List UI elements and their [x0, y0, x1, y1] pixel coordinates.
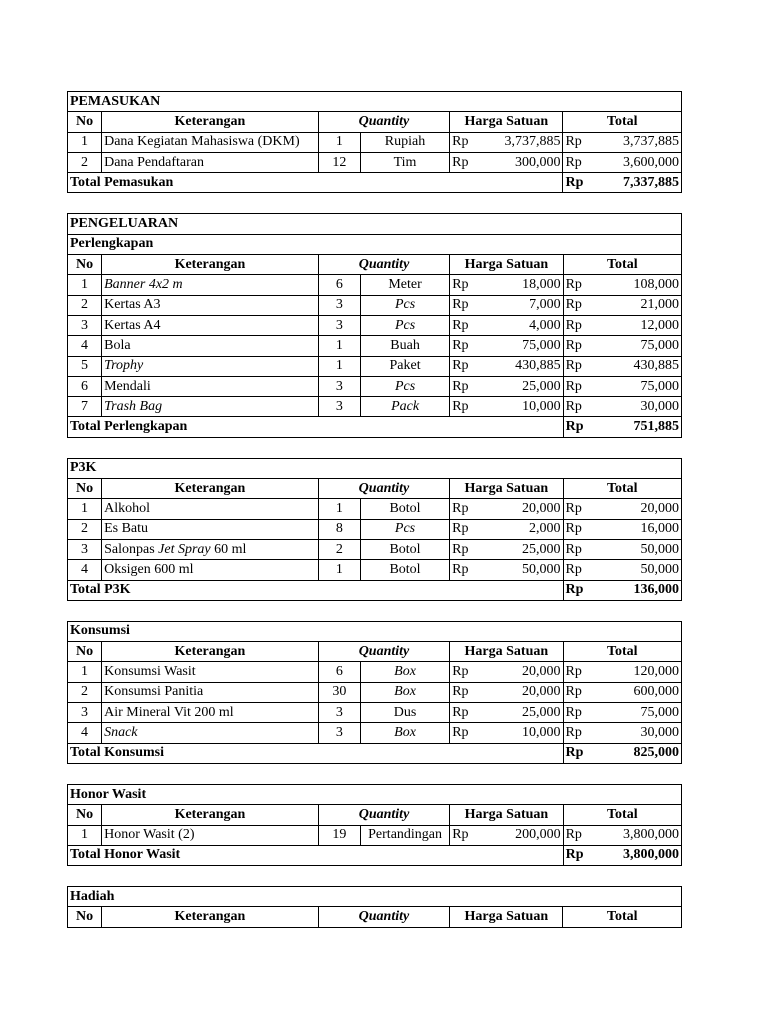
currency-label: Rp — [563, 173, 593, 193]
table-row — [68, 275, 682, 295]
header-harga-satuan: Harga Satuan — [450, 479, 563, 499]
section-perlengkapan — [67, 213, 682, 437]
header-total: Total — [563, 255, 681, 275]
row-total: 600,000 — [593, 682, 681, 702]
row-unit: Pcs — [360, 315, 449, 335]
total-value: 7,337,885 — [593, 173, 681, 193]
row-no: 1 — [68, 132, 102, 152]
row-description — [102, 662, 319, 682]
row-no: 3 — [68, 703, 102, 723]
row-unit-price: 20,000 — [480, 682, 563, 702]
section-konsumsi — [67, 621, 682, 764]
total-row — [68, 743, 682, 763]
currency-label: Rp — [563, 743, 593, 763]
row-unit: Meter — [360, 275, 449, 295]
row-quantity: 1 — [318, 336, 360, 356]
section-title: PEMASUKAN — [68, 92, 682, 112]
row-description — [102, 682, 319, 702]
currency-label: Rp — [450, 519, 480, 539]
header-row — [68, 255, 682, 275]
header-keterangan: Keterangan — [102, 907, 319, 927]
row-no: 1 — [68, 275, 102, 295]
row-no: 5 — [68, 356, 102, 376]
header-total: Total — [563, 479, 682, 499]
row-unit-price: 430,885 — [480, 356, 563, 376]
description-text: Konsumsi Panitia — [104, 684, 204, 700]
row-quantity: 8 — [318, 519, 360, 539]
row-unit-price: 4,000 — [480, 315, 563, 335]
currency-label: Rp — [450, 662, 480, 682]
currency-label: Rp — [450, 295, 480, 315]
currency-label: Rp — [563, 356, 593, 376]
row-quantity: 3 — [318, 703, 360, 723]
budget-document — [67, 91, 682, 948]
table-row — [68, 499, 682, 519]
row-unit: Box — [360, 662, 449, 682]
header-harga-satuan: Harga Satuan — [450, 805, 563, 825]
description-text: Es Batu — [104, 521, 149, 537]
header-quantity: Quantity — [318, 642, 449, 662]
currency-label: Rp — [450, 825, 480, 845]
row-quantity: 1 — [318, 132, 360, 152]
row-description — [102, 723, 319, 743]
row-no: 7 — [68, 397, 102, 417]
description-text: Mendali — [104, 378, 151, 394]
row-description — [102, 499, 319, 519]
row-quantity: 3 — [318, 723, 360, 743]
table-row — [68, 560, 682, 580]
section-p3k — [67, 458, 682, 601]
row-unit-price: 50,000 — [480, 560, 563, 580]
header-quantity: Quantity — [318, 479, 449, 499]
row-unit-price: 25,000 — [480, 539, 563, 559]
table-row — [68, 336, 682, 356]
header-keterangan: Keterangan — [102, 642, 319, 662]
row-description — [102, 132, 319, 152]
row-unit: Pertandingan — [360, 825, 449, 845]
table-row — [68, 376, 682, 396]
total-label: Total Pemasukan — [68, 173, 563, 193]
header-quantity: Quantity — [318, 805, 449, 825]
total-row — [68, 580, 682, 600]
row-unit-price: 10,000 — [480, 723, 563, 743]
row-total: 21,000 — [593, 295, 681, 315]
section-title: P3K — [68, 458, 682, 478]
row-quantity: 1 — [318, 356, 360, 376]
row-description — [102, 356, 319, 376]
row-quantity: 3 — [318, 376, 360, 396]
row-no: 3 — [68, 315, 102, 335]
row-unit: Buah — [360, 336, 449, 356]
currency-label: Rp — [563, 499, 593, 519]
table-row — [68, 723, 682, 743]
row-total: 50,000 — [593, 560, 681, 580]
section-title: Hadiah — [68, 887, 682, 907]
header-harga-satuan: Harga Satuan — [450, 255, 563, 275]
row-unit: Pcs — [360, 295, 449, 315]
currency-label: Rp — [450, 356, 480, 376]
header-no: No — [68, 255, 102, 275]
header-harga-satuan: Harga Satuan — [450, 907, 563, 927]
row-description — [102, 539, 319, 559]
header-row — [68, 479, 682, 499]
row-total: 30,000 — [593, 723, 681, 743]
table-row — [68, 703, 682, 723]
row-unit: Pack — [360, 397, 449, 417]
section-title: PENGELUARAN — [68, 214, 682, 234]
description-text: Salonpas — [104, 541, 159, 557]
section-hadiah — [67, 886, 682, 928]
total-row — [68, 173, 682, 193]
table-row — [68, 519, 682, 539]
row-description — [102, 376, 319, 396]
header-row — [68, 642, 682, 662]
row-unit: Rupiah — [360, 132, 449, 152]
row-description — [102, 152, 319, 172]
row-unit-price: 2,000 — [480, 519, 563, 539]
table-row — [68, 682, 682, 702]
row-total: 75,000 — [593, 336, 681, 356]
row-unit: Pcs — [360, 519, 449, 539]
header-keterangan: Keterangan — [102, 112, 319, 132]
table-row — [68, 825, 682, 845]
description-text: Konsumsi Wasit — [104, 664, 196, 680]
row-description — [102, 336, 319, 356]
currency-label: Rp — [450, 499, 480, 519]
row-unit-price: 75,000 — [480, 336, 563, 356]
description-text: Jet Spray — [158, 541, 211, 557]
description-text: Kertas A3 — [104, 297, 161, 313]
total-value: 751,885 — [593, 417, 681, 437]
row-description — [102, 397, 319, 417]
table-row — [68, 662, 682, 682]
description-text: Air Mineral Vit 200 ml — [104, 704, 234, 720]
row-total: 108,000 — [593, 275, 681, 295]
header-quantity: Quantity — [318, 112, 449, 132]
row-no: 1 — [68, 662, 102, 682]
row-no: 2 — [68, 519, 102, 539]
section-pemasukan — [67, 91, 682, 193]
total-value: 3,800,000 — [593, 845, 681, 865]
header-quantity: Quantity — [318, 907, 449, 927]
total-row — [68, 417, 682, 437]
currency-label: Rp — [563, 132, 593, 152]
row-total: 20,000 — [593, 499, 681, 519]
row-no: 1 — [68, 825, 102, 845]
currency-label: Rp — [563, 662, 593, 682]
row-no: 2 — [68, 152, 102, 172]
currency-label: Rp — [563, 580, 593, 600]
row-quantity: 6 — [318, 275, 360, 295]
currency-label: Rp — [563, 539, 593, 559]
row-description — [102, 560, 319, 580]
header-total: Total — [563, 642, 681, 662]
row-unit-price: 20,000 — [480, 662, 563, 682]
budget-table-honor-wasit — [67, 784, 682, 866]
row-total: 3,600,000 — [593, 152, 681, 172]
total-label: Total Konsumsi — [68, 743, 564, 763]
header-no: No — [68, 642, 102, 662]
section-title: Honor Wasit — [68, 784, 682, 804]
currency-label: Rp — [563, 417, 593, 437]
row-unit: Dus — [360, 703, 449, 723]
total-label: Total Perlengkapan — [68, 417, 564, 437]
budget-table-pemasukan — [67, 91, 682, 193]
row-no: 2 — [68, 682, 102, 702]
currency-label: Rp — [563, 295, 593, 315]
row-quantity: 19 — [318, 825, 360, 845]
row-unit-price: 25,000 — [480, 376, 563, 396]
row-unit-price: 25,000 — [480, 703, 563, 723]
description-text: Kertas A4 — [104, 317, 161, 333]
currency-label: Rp — [563, 723, 593, 743]
total-label: Total P3K — [68, 580, 564, 600]
row-unit: Botol — [360, 499, 449, 519]
description-text: Trophy — [104, 358, 144, 374]
header-no: No — [68, 907, 102, 927]
row-description — [102, 825, 319, 845]
description-text: 60 ml — [210, 541, 247, 557]
table-row — [68, 356, 682, 376]
row-description — [102, 315, 319, 335]
row-quantity: 2 — [318, 539, 360, 559]
header-row — [68, 907, 682, 927]
header-quantity: Quantity — [318, 255, 449, 275]
row-total: 120,000 — [593, 662, 681, 682]
row-unit-price: 300,000 — [480, 152, 563, 172]
row-no: 4 — [68, 560, 102, 580]
currency-label: Rp — [450, 682, 480, 702]
row-quantity: 3 — [318, 397, 360, 417]
currency-label: Rp — [563, 275, 593, 295]
row-no: 6 — [68, 376, 102, 396]
total-value: 825,000 — [593, 743, 681, 763]
row-quantity: 12 — [318, 152, 360, 172]
row-unit: Tim — [360, 152, 449, 172]
currency-label: Rp — [450, 723, 480, 743]
header-keterangan: Keterangan — [102, 255, 319, 275]
currency-label: Rp — [563, 703, 593, 723]
description-text: Honor Wasit (2) — [104, 827, 195, 843]
section-title: Konsumsi — [68, 621, 682, 641]
row-unit-price: 3,737,885 — [480, 132, 563, 152]
currency-label: Rp — [450, 132, 480, 152]
description-text: Alkohol — [104, 500, 150, 516]
row-total: 75,000 — [593, 376, 681, 396]
currency-label: Rp — [450, 703, 480, 723]
header-keterangan: Keterangan — [102, 805, 319, 825]
table-row — [68, 315, 682, 335]
row-unit: Botol — [360, 539, 449, 559]
row-total: 50,000 — [593, 539, 681, 559]
row-unit: Botol — [360, 560, 449, 580]
header-no: No — [68, 805, 102, 825]
row-unit: Pcs — [360, 376, 449, 396]
row-total: 30,000 — [593, 397, 681, 417]
row-quantity: 6 — [318, 662, 360, 682]
row-total: 430,885 — [593, 356, 681, 376]
description-text: Dana Kegiatan Mahasiswa (DKM) — [104, 134, 300, 150]
budget-table-perlengkapan — [67, 213, 682, 437]
currency-label: Rp — [450, 275, 480, 295]
header-total: Total — [563, 907, 682, 927]
header-row — [68, 112, 682, 132]
total-value: 136,000 — [593, 580, 681, 600]
row-unit: Box — [360, 682, 449, 702]
row-unit-price: 10,000 — [480, 397, 563, 417]
currency-label: Rp — [563, 845, 593, 865]
currency-label: Rp — [563, 560, 593, 580]
currency-label: Rp — [563, 682, 593, 702]
row-quantity: 1 — [318, 499, 360, 519]
row-quantity: 3 — [318, 295, 360, 315]
row-total: 75,000 — [593, 703, 681, 723]
currency-label: Rp — [450, 152, 480, 172]
currency-label: Rp — [450, 376, 480, 396]
description-text: Oksigen 600 ml — [104, 561, 194, 577]
row-quantity: 30 — [318, 682, 360, 702]
currency-label: Rp — [563, 397, 593, 417]
section-subtitle: Perlengkapan — [68, 234, 682, 254]
row-unit-price: 7,000 — [480, 295, 563, 315]
table-row — [68, 152, 682, 172]
budget-table-p3k — [67, 458, 682, 601]
row-no: 3 — [68, 539, 102, 559]
header-row — [68, 805, 682, 825]
description-text: Dana Pendaftaran — [104, 154, 204, 170]
description-text: Banner 4x2 m — [104, 277, 183, 293]
table-row — [68, 539, 682, 559]
row-description — [102, 519, 319, 539]
row-no: 2 — [68, 295, 102, 315]
currency-label: Rp — [563, 376, 593, 396]
currency-label: Rp — [563, 825, 593, 845]
row-unit: Paket — [360, 356, 449, 376]
description-text: Trash Bag — [104, 398, 163, 414]
table-row — [68, 132, 682, 152]
currency-label: Rp — [563, 336, 593, 356]
row-unit: Box — [360, 723, 449, 743]
row-quantity: 3 — [318, 315, 360, 335]
currency-label: Rp — [450, 397, 480, 417]
currency-label: Rp — [450, 315, 480, 335]
currency-label: Rp — [450, 560, 480, 580]
row-description — [102, 703, 319, 723]
table-row — [68, 295, 682, 315]
total-row — [68, 845, 682, 865]
row-total: 3,800,000 — [593, 825, 681, 845]
header-no: No — [68, 479, 102, 499]
row-description — [102, 295, 319, 315]
row-total: 3,737,885 — [593, 132, 681, 152]
row-unit-price: 20,000 — [480, 499, 563, 519]
row-total: 12,000 — [593, 315, 681, 335]
row-no: 1 — [68, 499, 102, 519]
row-description — [102, 275, 319, 295]
currency-label: Rp — [563, 519, 593, 539]
header-total: Total — [563, 805, 681, 825]
row-total: 16,000 — [593, 519, 681, 539]
row-no: 4 — [68, 723, 102, 743]
currency-label: Rp — [450, 336, 480, 356]
currency-label: Rp — [563, 152, 593, 172]
description-text: Snack — [104, 724, 138, 740]
header-keterangan: Keterangan — [102, 479, 319, 499]
row-unit-price: 18,000 — [480, 275, 563, 295]
header-harga-satuan: Harga Satuan — [450, 642, 563, 662]
description-text: Bola — [104, 337, 131, 353]
total-label: Total Honor Wasit — [68, 845, 564, 865]
row-unit-price: 200,000 — [480, 825, 563, 845]
currency-label: Rp — [563, 315, 593, 335]
row-quantity: 1 — [318, 560, 360, 580]
budget-table-hadiah — [67, 886, 682, 928]
table-row — [68, 397, 682, 417]
header-no: No — [68, 112, 102, 132]
header-total: Total — [563, 112, 682, 132]
row-no: 4 — [68, 336, 102, 356]
currency-label: Rp — [450, 539, 480, 559]
section-honor-wasit — [67, 784, 682, 866]
budget-table-konsumsi — [67, 621, 682, 764]
header-harga-satuan: Harga Satuan — [450, 112, 563, 132]
